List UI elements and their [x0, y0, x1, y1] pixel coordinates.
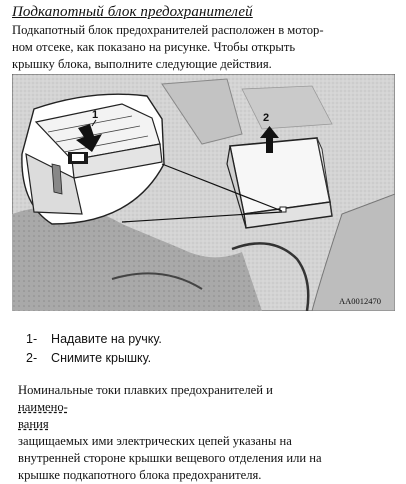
step-number: 2-: [26, 351, 38, 365]
figure-code: AA0012470: [339, 296, 382, 306]
list-item: [26, 349, 162, 368]
note-line: вания защищаемых ими электрических цепей указаны на: [18, 417, 292, 448]
note-line: крышке подкапотного блока предохранителя.: [18, 468, 262, 482]
intro-line: ном отсеке, как показано на рисунке. Чтобы открыть: [12, 40, 296, 54]
note-line: внутренней стороне крышки вещевого отделения или на: [18, 451, 322, 465]
intro-line: Подкапотный блок предохранителей расположен в мотор-: [12, 23, 324, 37]
callout-label-1: 1: [92, 109, 99, 121]
fuse-box-illustration: [12, 74, 395, 311]
list-item: [26, 330, 162, 349]
page-heading: Подкапотный блок предохранителей: [12, 4, 253, 20]
callout-label-2: 2: [263, 112, 270, 124]
intro-paragraph: [12, 22, 394, 73]
intro-line: крышку блока, выполните следующие действия.: [12, 57, 272, 71]
note-line: Номинальные токи плавких предохранителей и наимено-: [18, 383, 273, 414]
note-paragraph: [18, 382, 396, 484]
step-number: 1-: [26, 332, 38, 346]
step-text: Снимите крышку.: [51, 351, 152, 365]
step-text: Надавите на ручку.: [51, 332, 162, 346]
steps-list: [26, 330, 162, 368]
